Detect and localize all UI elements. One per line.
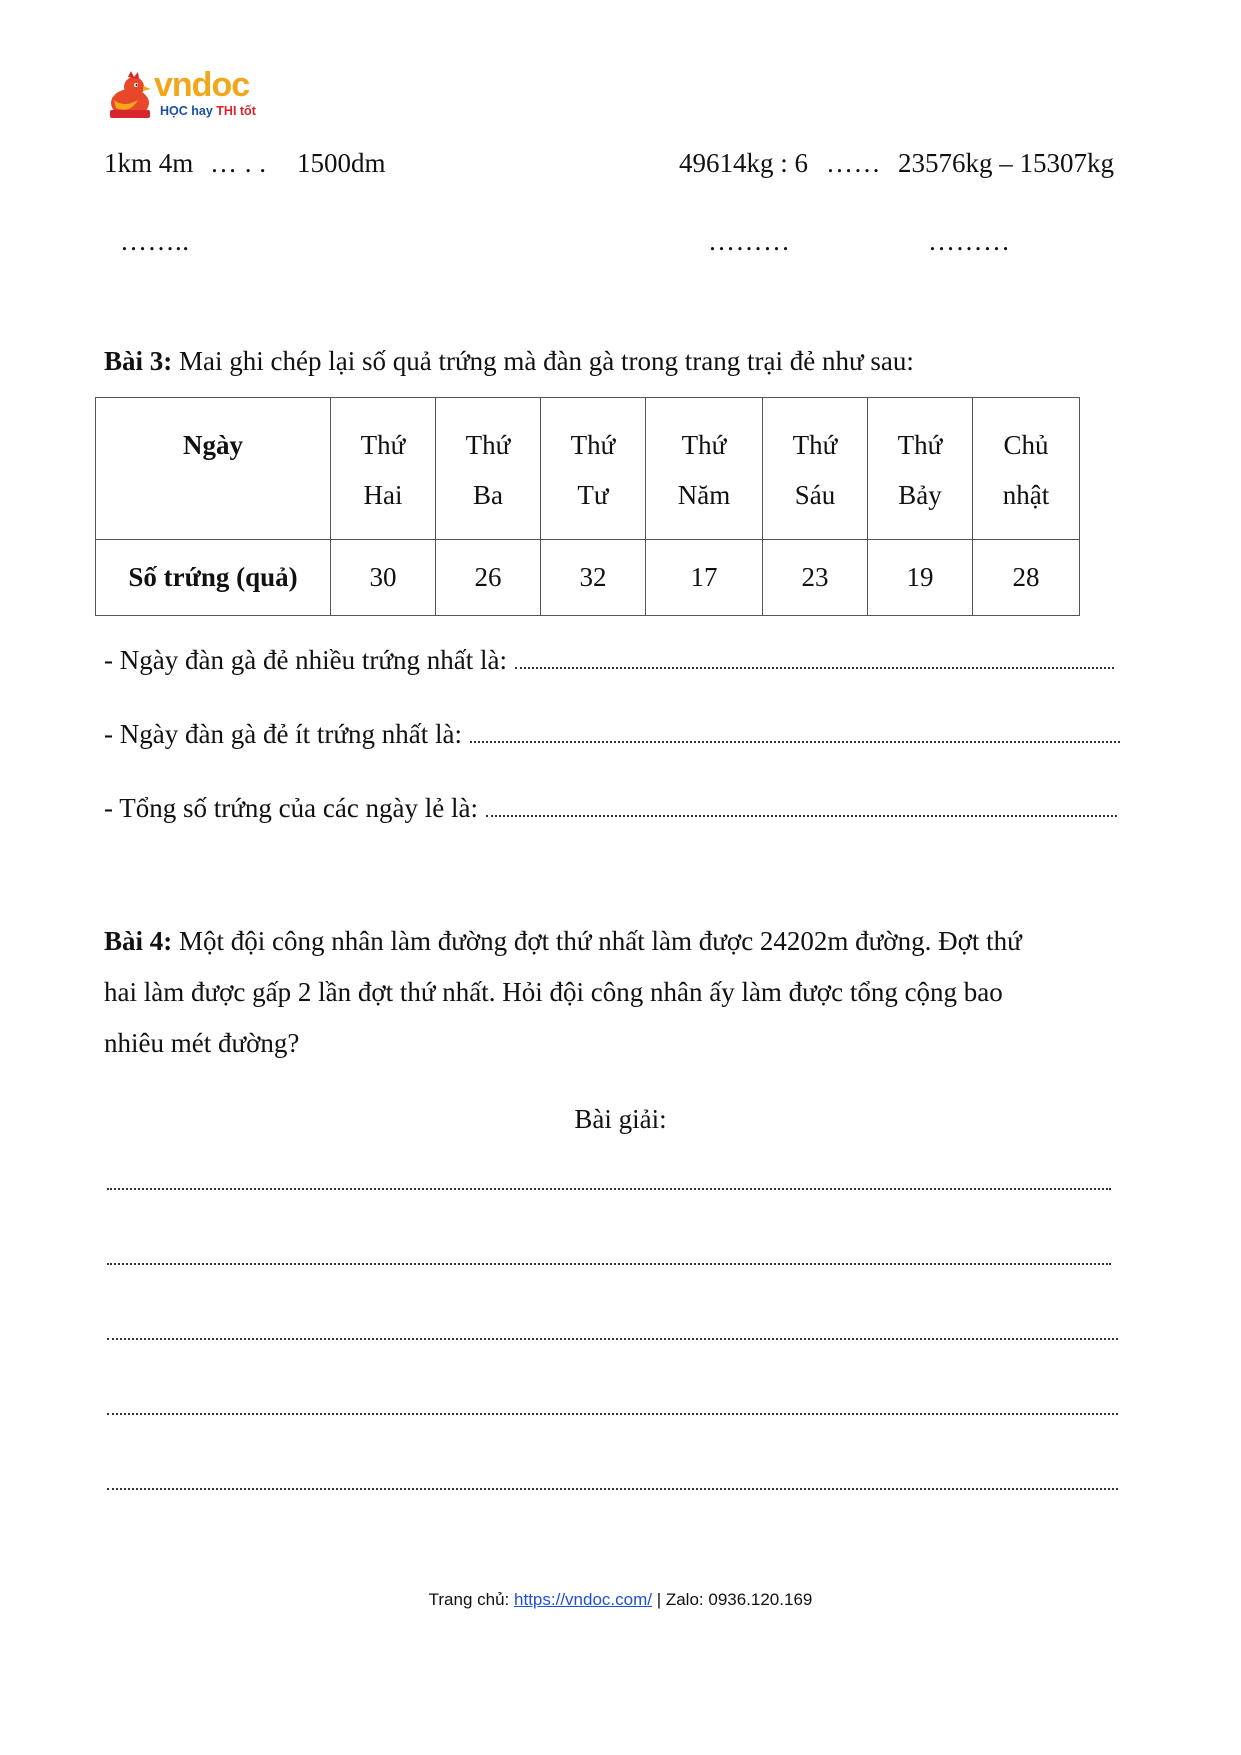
compare-right-expression: 49614kg : 6 [679, 148, 809, 178]
bai4-line-2: hai làm được gấp 2 lần đợt thứ nhất. Hỏi đội công nhân ấy làm được tổng cộng bao [104, 977, 1003, 1007]
footer-prefix: Trang chủ: [428, 1590, 510, 1609]
logo-brand-text: vndoc [154, 66, 250, 104]
table-row-label: Số trứng (quả) [96, 540, 331, 616]
logo-tagline-suffix: THI tốt [216, 104, 256, 118]
question-text: - Ngày đàn gà đẻ nhiều trứng nhất là: [104, 645, 508, 675]
bai4-line-3: nhiêu mét đường? [104, 1028, 300, 1058]
logo-tagline-prefix: HỌC hay [160, 104, 213, 118]
solution-title: Bài giải: [574, 1104, 667, 1134]
compare-left-blank[interactable]: … . . [210, 148, 267, 178]
bai3-prompt [104, 345, 914, 377]
bai3-text: Mai ghi chép lại số quả trứng mà đàn gà trong trang trại đẻ như sau: [179, 346, 914, 376]
compare-right-value: 23576kg – 15307kg [898, 148, 1114, 178]
table-cell-eggs: 26 [436, 540, 541, 616]
footer-zalo: | Zalo: 0936.120.169 [656, 1590, 813, 1609]
compare-left-value: 1500dm [297, 148, 386, 178]
page-footer [0, 1590, 1241, 1610]
solution-line[interactable] [107, 1188, 1111, 1190]
answer-blank-right[interactable]: ……… [928, 226, 1011, 256]
table-cell-eggs: 32 [541, 540, 646, 616]
footer-homepage-link[interactable]: https://vndoc.com/ [514, 1590, 652, 1609]
answer-dotted-line[interactable] [486, 795, 1117, 817]
solution-line[interactable] [107, 1413, 1118, 1415]
bai4-label: Bài 4: [104, 926, 173, 956]
question-most-eggs [104, 644, 1114, 676]
table-cell-eggs: 30 [331, 540, 436, 616]
compare-left-expression: 1km 4m [104, 148, 194, 178]
answer-dotted-line[interactable] [515, 647, 1114, 669]
question-odd-days-total [104, 792, 1117, 824]
table-header-day: Thứ Hai [331, 398, 436, 540]
solution-line[interactable] [107, 1488, 1118, 1490]
question-text: - Tổng số trứng của các ngày lẻ là: [104, 793, 479, 823]
solution-line[interactable] [107, 1263, 1111, 1265]
compare-right-blank[interactable]: …… [826, 148, 881, 178]
table-cell-eggs: 23 [763, 540, 868, 616]
egg-count-table [95, 397, 1080, 616]
bai3-label: Bài 3: [104, 346, 173, 376]
solution-line[interactable] [107, 1338, 1118, 1340]
table-header-day: Thứ Ba [436, 398, 541, 540]
table-cell-eggs: 17 [646, 540, 763, 616]
answer-blank-middle[interactable]: ……… [708, 226, 791, 256]
question-least-eggs [104, 718, 1120, 750]
hen-mascot-icon [104, 70, 156, 122]
table-header-row [96, 398, 1080, 540]
table-header-day: Thứ Năm [646, 398, 763, 540]
table-header-day: Thứ Tư [541, 398, 646, 540]
table-cell-eggs: 28 [973, 540, 1080, 616]
table-header-day-label: Ngày [96, 398, 331, 540]
table-row [96, 540, 1080, 616]
bai4-line-1: Một đội công nhân làm đường đợt thứ nhất làm được 24202m đường. Đợt thứ [179, 926, 1022, 956]
table-header-day: Thứ Sáu [763, 398, 868, 540]
table-cell-eggs: 19 [868, 540, 973, 616]
question-text: - Ngày đàn gà đẻ ít trứng nhất là: [104, 719, 463, 749]
table-header-day: Thứ Bảy [868, 398, 973, 540]
answer-blank-left[interactable]: …….. [120, 226, 190, 256]
vndoc-logo[interactable] [104, 66, 274, 126]
bai4-problem [104, 916, 1022, 1069]
answer-dotted-line[interactable] [470, 721, 1120, 743]
logo-tagline [160, 104, 256, 118]
table-header-day: Chủ nhật [973, 398, 1080, 540]
